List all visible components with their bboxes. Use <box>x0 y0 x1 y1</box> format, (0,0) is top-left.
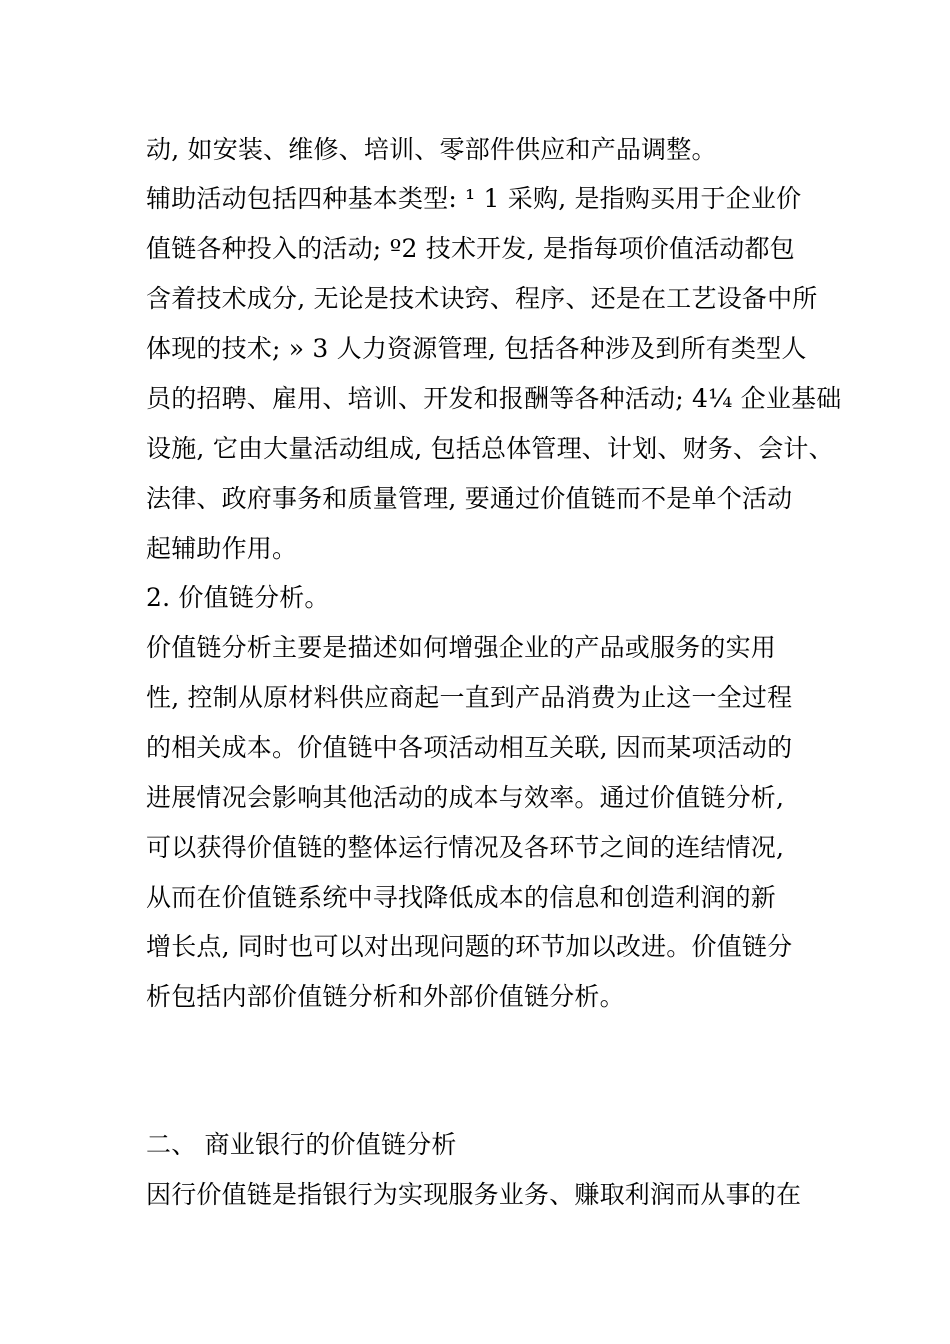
text-line: 法律、政府事务和质量管理, 要通过价值链而不是单个活动 <box>146 484 793 513</box>
text-line: 析包括内部价值链分析和外部价值链分析。 <box>146 982 625 1011</box>
text-line: 辅助活动包括四种基本类型: ¹ 1 采购, 是指购买用于企业价 <box>146 184 802 213</box>
text-line: 性, 控制从原材料供应商起一直到产品消费为止这一全过程 <box>146 683 793 712</box>
text-line: 可以获得价值链的整体运行情况及各环节之间的连结情况, <box>146 833 785 862</box>
text-line: 增长点, 同时也可以对出现问题的环节加以改进。价值链分 <box>146 932 793 961</box>
text-line: 因行价值链是指银行为实现服务业务、赚取利润而从事的在 <box>146 1180 802 1209</box>
text-line: 进展情况会影响其他活动的成本与效率。通过价值链分析, <box>146 783 785 812</box>
text-line: 从而在价值链系统中寻找降低成本的信息和创造利润的新 <box>146 883 777 912</box>
text-line: 值链各种投入的活动; º2 技术开发, 是指每项价值活动都包 <box>146 234 795 263</box>
text-line: 动, 如安装、维修、培训、零部件供应和产品调整。 <box>146 135 717 164</box>
section-heading: 2. 价值链分析。 <box>146 583 330 612</box>
text-line: 体现的技术; » 3 人力资源管理, 包括各种涉及到所有类型人 <box>146 334 807 363</box>
text-line: 含着技术成分, 无论是技术诀窍、程序、还是在工艺设备中所 <box>146 284 818 313</box>
chapter-heading: 二、 商业银行的价值链分析 <box>146 1130 457 1159</box>
text-line: 员的招聘、雇用、培训、开发和报酬等各种活动; 4¼ 企业基础 <box>146 384 842 413</box>
text-line: 的相关成本。价值链中各项活动相互关联, 因而某项活动的 <box>146 733 793 762</box>
text-line: 价值链分析主要是描述如何增强企业的产品或服务的实用 <box>146 633 777 662</box>
text-line: 设施, 它由大量活动组成, 包括总体管理、计划、财务、会计、 <box>146 434 834 463</box>
text-line: 起辅助作用。 <box>146 534 298 563</box>
